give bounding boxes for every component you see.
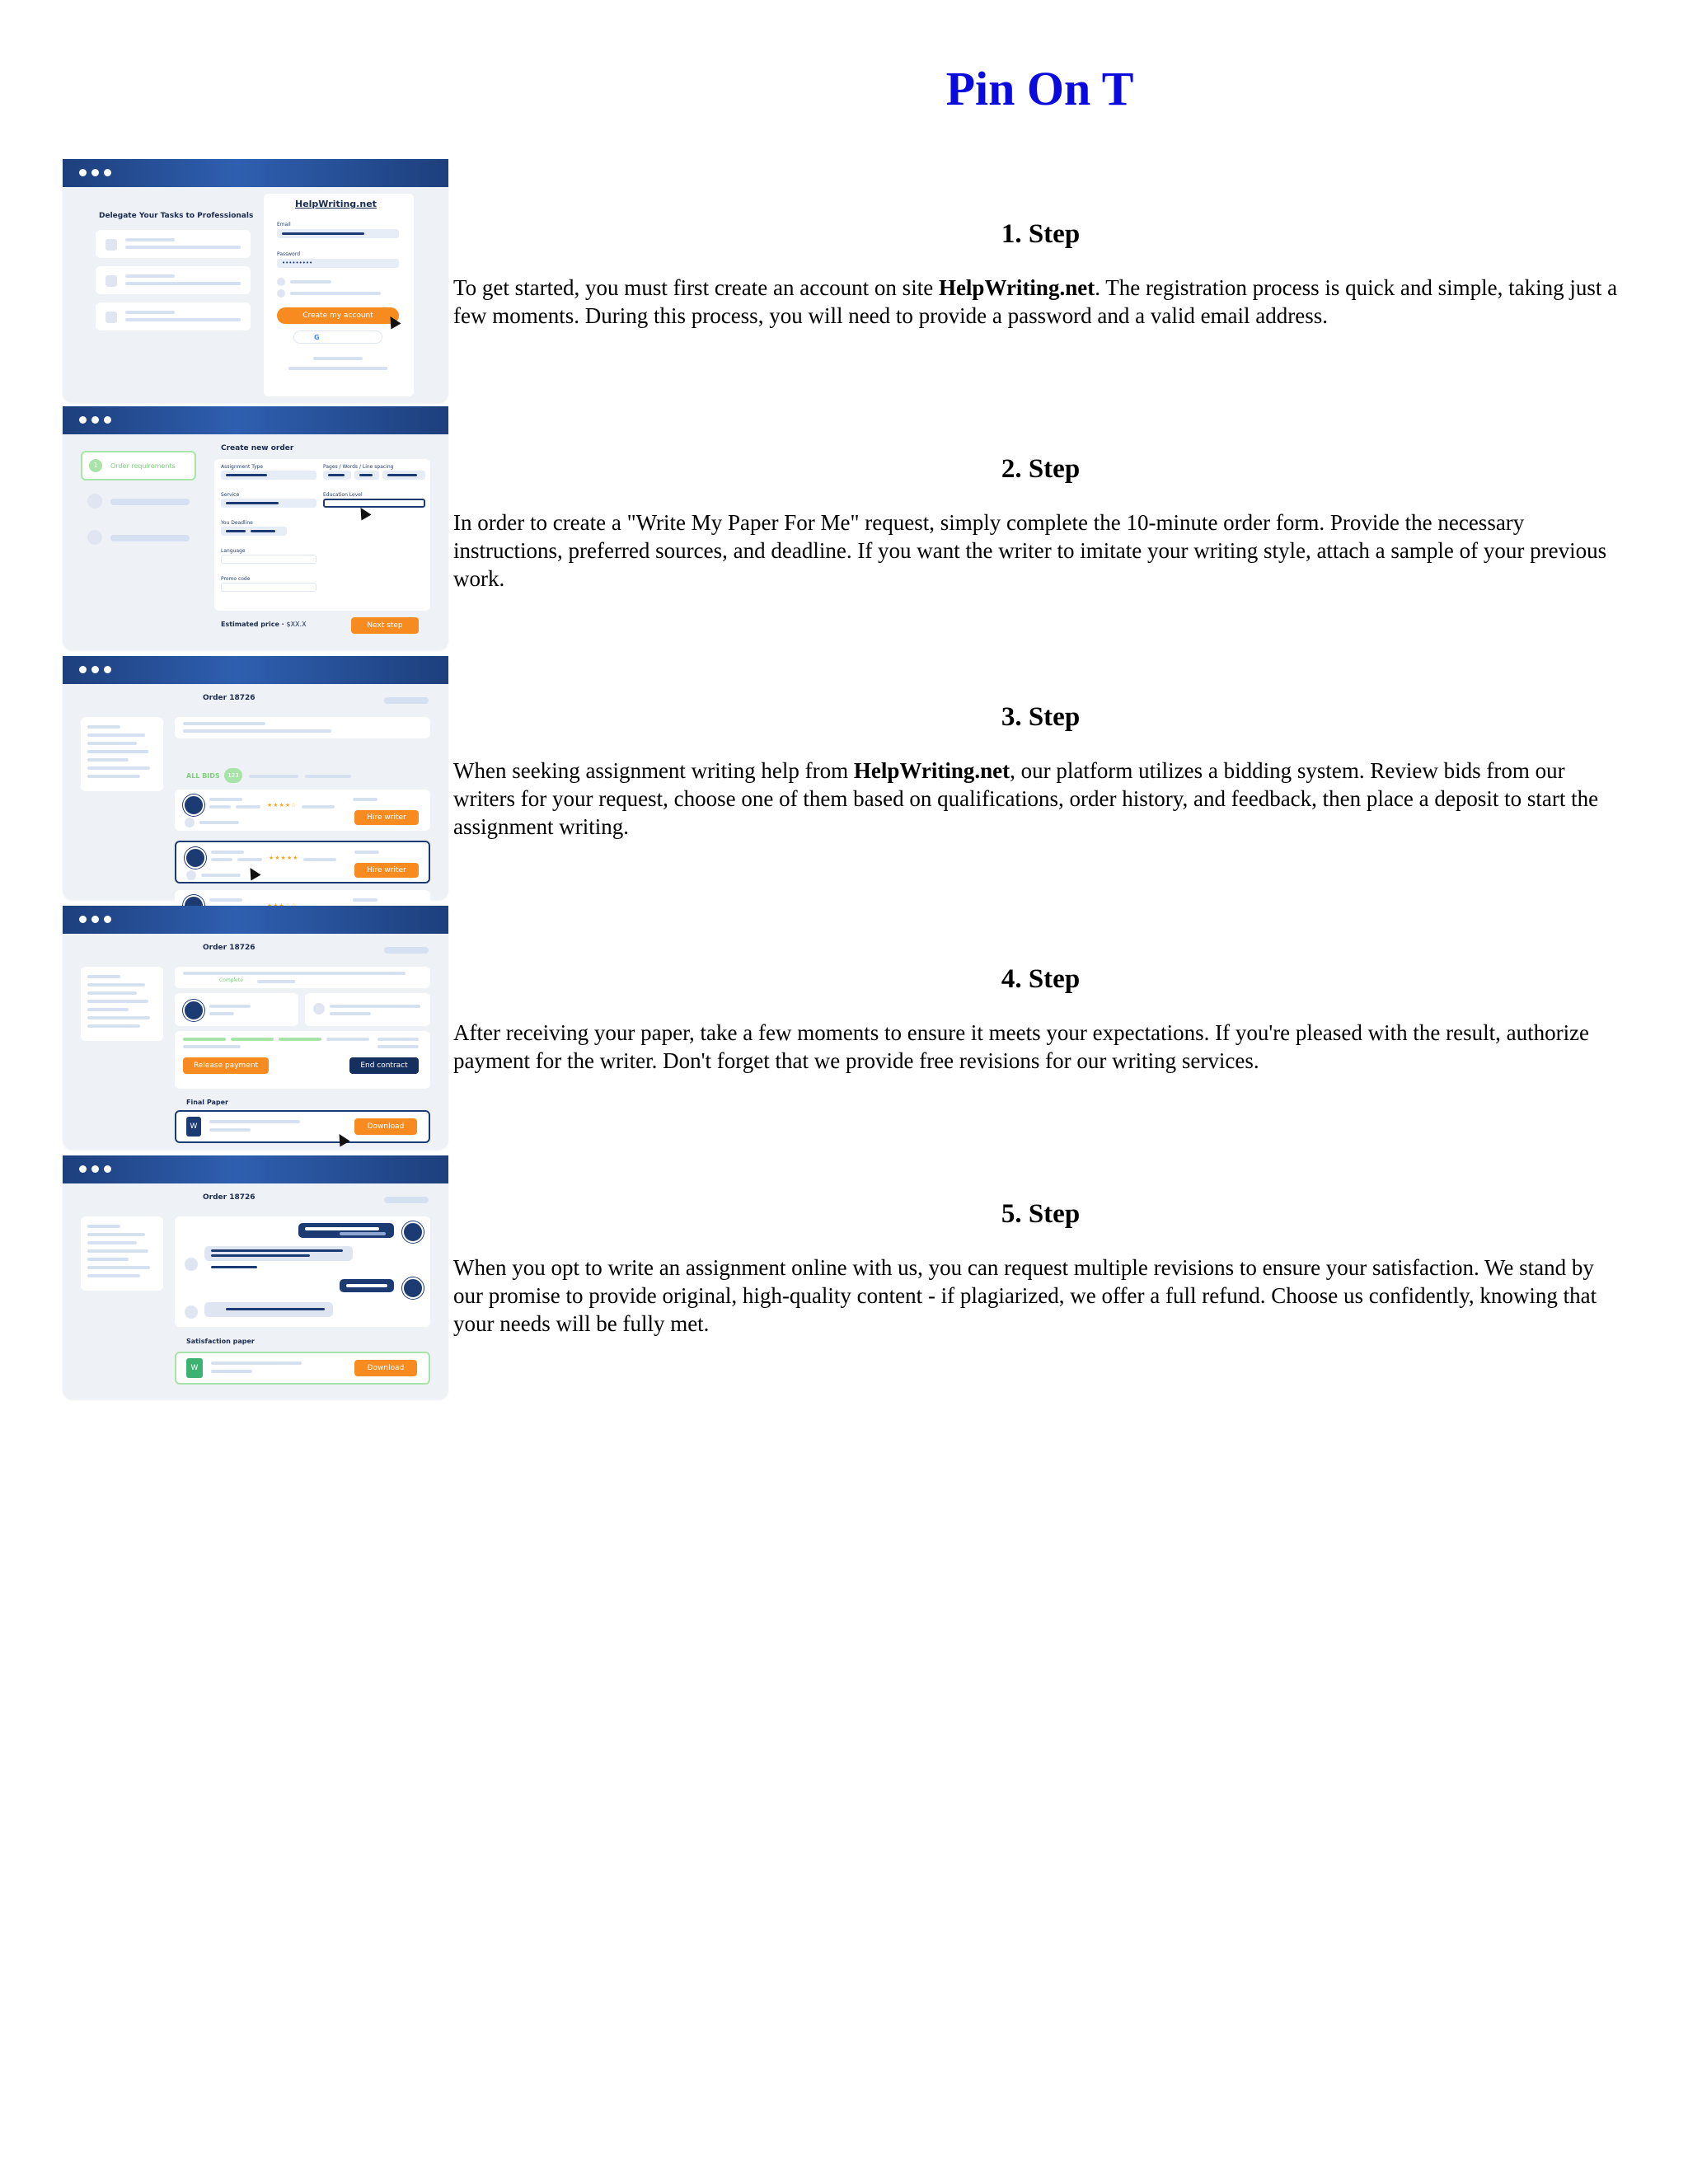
signup-heading: Delegate Your Tasks to Professionals — [99, 212, 254, 220]
cursor-icon — [334, 1131, 349, 1146]
promo-code-field[interactable] — [221, 583, 316, 592]
payment-card — [175, 1031, 430, 1089]
next-step-button[interactable]: Next step — [351, 617, 419, 634]
satisfaction-paper-file[interactable] — [175, 1352, 430, 1385]
step-text: When seeking assignment writing help from HelpWriting.net, our platform utilizes a bidding system. Review bids from our writers for your request, choose one of them based on qualifications, order history, and feedback, then place a deposit to start the assignment writing. — [453, 758, 1599, 839]
window-dot-icon — [91, 1165, 99, 1173]
hire-writer-button[interactable]: Hire writer — [354, 810, 419, 825]
chat-message-out — [340, 1279, 394, 1292]
final-paper-label: Final Paper — [186, 1099, 228, 1106]
screenshot-final-paper — [63, 906, 448, 1150]
download-button[interactable]: Download — [354, 1118, 417, 1135]
task-card — [96, 302, 251, 330]
step-5 — [453, 1199, 1628, 1338]
brand-name: HelpWriting.net — [938, 275, 1095, 300]
password-field[interactable]: ••••••••• — [277, 259, 399, 268]
final-paper-file[interactable] — [175, 1110, 430, 1143]
browser-bar — [63, 1155, 448, 1183]
screenshot-signup — [63, 159, 448, 403]
chat-message-in — [204, 1246, 353, 1261]
satisfaction-paper-label: Satisfaction paper — [186, 1338, 255, 1345]
brand-name: HelpWriting.net — [853, 758, 1010, 783]
step-heading: 1. Step — [1001, 219, 1081, 249]
education-level-select[interactable] — [323, 499, 425, 508]
order-form: Assignment Type Pages / Words / Line spacing Service Education Level You Deadline Language Promo code — [214, 459, 430, 611]
window-dot-icon — [104, 1165, 111, 1173]
order-heading: Order 18726 — [203, 1193, 256, 1202]
window-dot-icon — [91, 916, 99, 923]
order-summary — [175, 967, 430, 988]
window-dot-icon — [79, 666, 87, 673]
screenshot-bids — [63, 656, 448, 900]
brand-logo: HelpWriting.net — [295, 199, 377, 209]
window-dot-icon — [91, 169, 99, 176]
writer-avatar — [183, 794, 204, 816]
window-dot-icon — [79, 169, 87, 176]
sidebar-card — [81, 967, 163, 1041]
step-text: To get started, you must first create an account on site HelpWriting.net. The registration process is quick and simple, taking just a few moments. During this process, you will need to provide a password and a valid email address. — [453, 275, 1618, 328]
email-field[interactable] — [277, 229, 399, 238]
chat-attachment — [204, 1302, 333, 1317]
sidebar-card — [81, 1216, 163, 1291]
window-dot-icon — [79, 916, 87, 923]
bid-card — [175, 790, 430, 831]
create-account-button[interactable]: Create my account — [277, 307, 399, 324]
pages-field[interactable] — [323, 471, 351, 480]
signup-form — [264, 194, 414, 396]
sidebar-card — [81, 717, 163, 791]
order-heading: Order 18726 — [203, 944, 256, 952]
step-heading: 5. Step — [1001, 1199, 1081, 1229]
step-heading: 3. Step — [1001, 702, 1081, 732]
window-dot-icon — [104, 416, 111, 424]
rating-stars: ★★★★☆ — [267, 802, 298, 808]
chat-panel — [175, 1216, 430, 1327]
estimated-price: Estimated price · $XX.X — [221, 621, 307, 628]
screenshot-revisions — [63, 1155, 448, 1399]
writer-avatar — [183, 1000, 204, 1021]
window-dot-icon — [104, 916, 111, 923]
browser-bar — [63, 159, 448, 187]
window-dot-icon — [104, 169, 111, 176]
step-4 — [453, 964, 1628, 1075]
words-field[interactable] — [354, 471, 379, 480]
step-1 — [453, 219, 1628, 330]
service-select[interactable] — [221, 499, 316, 508]
window-dot-icon — [104, 666, 111, 673]
page-title: Pin On T — [945, 62, 1134, 115]
order-requirements-step[interactable]: 1 Order requirements — [81, 451, 196, 480]
writer-card — [175, 993, 298, 1026]
google-signin-button[interactable] — [293, 330, 382, 344]
assignment-type-select[interactable] — [221, 471, 316, 480]
task-card — [96, 230, 251, 258]
password-label: Password — [277, 251, 301, 257]
window-dot-icon — [91, 666, 99, 673]
screenshot-order-form — [63, 406, 448, 650]
task-card — [96, 266, 251, 294]
step-3 — [453, 702, 1628, 841]
browser-bar — [63, 656, 448, 684]
browser-bar — [63, 406, 448, 434]
chat-message-out — [298, 1223, 394, 1238]
details-card — [305, 993, 430, 1026]
step-text: In order to create a "Write My Paper For Me" request, simply complete the 10-minute order form. Provide the necessary instructions, preferred sources, and deadline. If you want the writer to imitate your writing style, attach a sample of your previous work. — [453, 510, 1607, 591]
bid-card-selected[interactable] — [175, 841, 430, 883]
bids-count-badge: 123 — [224, 768, 242, 783]
order-heading: Order 18726 — [203, 694, 256, 702]
browser-bar — [63, 906, 448, 934]
step-text: After receiving your paper, take a few moments to ensure it meets your expectations. If you're pleased with the result, authorize payment for the writer. Don't forget that we provide free revisions for our writing services. — [453, 1020, 1590, 1073]
step-heading: 4. Step — [1001, 964, 1081, 994]
all-bids-label: ALL BIDS — [186, 772, 220, 780]
end-contract-button[interactable]: End contract — [349, 1057, 419, 1074]
step-heading: 2. Step — [1001, 454, 1081, 484]
create-order-heading: Create new order — [221, 444, 294, 452]
doc-icon: W — [186, 1358, 203, 1378]
spacing-field[interactable] — [382, 471, 425, 480]
window-dot-icon — [79, 416, 87, 424]
word-doc-icon: W — [186, 1117, 201, 1137]
user-avatar — [402, 1221, 424, 1243]
step-text: When you opt to write an assignment online with us, you can request multiple revisions to ensure your satisfaction. We stand by our promise to provide original, high-quality content - if plagiarized, we offer a full refund. Choose us confidently, knowing that your needs will be fully met. — [453, 1255, 1597, 1336]
step-2 — [453, 454, 1628, 593]
language-select[interactable] — [221, 555, 316, 564]
writer-avatar — [185, 847, 206, 869]
deadline-field[interactable] — [221, 527, 287, 536]
cursor-icon — [245, 865, 260, 880]
status-complete: Complete — [219, 977, 243, 983]
order-summary — [175, 717, 430, 738]
google-icon: G — [314, 334, 320, 341]
user-avatar — [402, 1277, 424, 1299]
window-dot-icon — [79, 1165, 87, 1173]
download-button[interactable]: Download — [354, 1360, 417, 1376]
window-dot-icon — [91, 416, 99, 424]
hire-writer-button[interactable]: Hire writer — [354, 863, 419, 878]
release-payment-button[interactable]: Release payment — [183, 1057, 269, 1074]
rating-stars: ★★★★★ — [269, 855, 299, 861]
email-label: Email — [277, 222, 291, 227]
